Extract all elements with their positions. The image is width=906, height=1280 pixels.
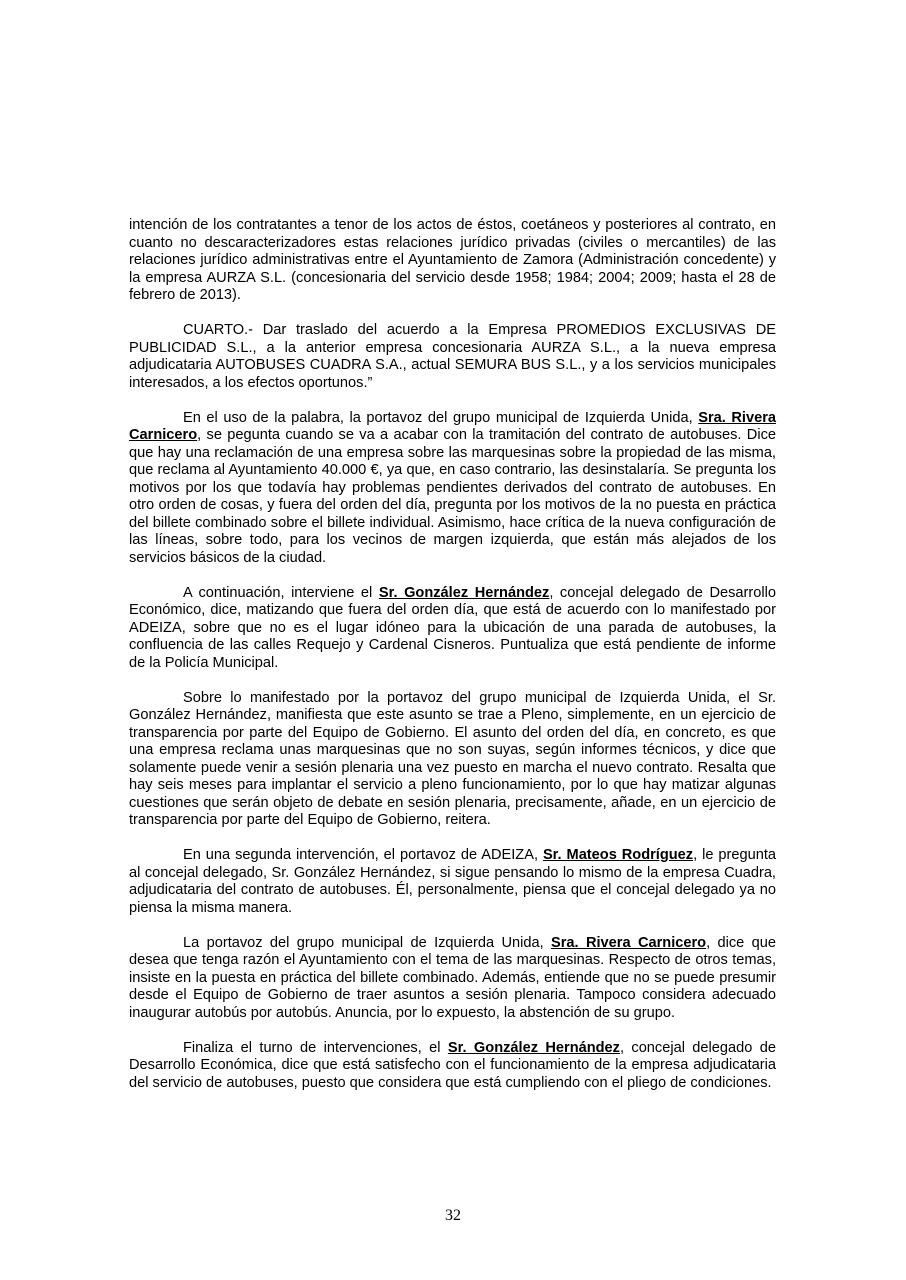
speaker-name: Sra. Rivera Carnicero [129, 409, 776, 443]
paragraph-text: En el uso de la palabra, la portavoz del grupo municipal de Izquierda Unida, [183, 409, 699, 426]
paragraph-text: En una segunda intervención, el portavoz de ADEIZA, [183, 847, 543, 863]
paragraph-text: , concejal delegado de Desarrollo Económico, dice, matizando que fuera del orden día, que está de acuerdo con lo manifestado por ADEIZA, sobre que no es el lugar idóneo para la ubicación de una parada de autobuses, la confluencia de las calles Requejo y Cardenal Cisneros. Puntualiza que está pendiente de informe de la Policía Municipal. [129, 584, 776, 671]
page-number: 32 [445, 1207, 461, 1224]
speaker-name: Sr. González Hernández [447, 1039, 620, 1056]
paragraph-text: Sobre lo manifestado por la portavoz del grupo municipal de Izquierda Unida, el Sr. González Hernández, manifiesta que este asunto se trae a Pleno, simplemente, en un ejercicio de transparencia por parte del Equipo de Gobierno. El asunto del orden del día, en concreto, es que una empresa reclama unas marquesinas que no son suyas, según informes técnicos, y dice que solamente puede venir a sesión plenaria una vez puesto en marcha el nuevo contrato. Resalta que hay seis meses para implantar el servicio a pleno funcionamiento, por lo que hay matizar algunas cuestiones que serán objeto de debate en sesión plenaria, precisamente, añade, en un ejercicio de transparencia por parte del Equipo de Gobierno, reitera. [129, 689, 776, 828]
paragraph [129, 690, 776, 830]
paragraph-text: , le pregunta al concejal delegado, Sr. González Hernández, si sigue pensando lo mismo de la empresa Cuadra, adjudicataria del contrato de autobuses. Él, personalmente, piensa que el concejal delegado ya no piensa la misma manera. [129, 847, 776, 916]
paragraph [129, 847, 776, 917]
document-body [129, 217, 776, 1110]
paragraph [129, 935, 776, 1023]
paragraph [129, 410, 776, 568]
speaker-name: Sra. Rivera Carnicero [551, 934, 707, 951]
paragraph [129, 217, 776, 305]
paragraph-text: CUARTO.- Dar traslado del acuerdo a la Empresa PROMEDIOS EXCLUSIVAS DE PUBLICIDAD S.L., a la anterior empresa concesionaria AURZA S.L., a la nueva empresa adjudicataria AUTOBUSES CUADRA S.A., actual SEMURA BUS S.L., y a los servicios municipales interesados, a los efectos oportunos.” [129, 322, 776, 391]
paragraph [129, 585, 776, 673]
speaker-name: Sr. González Hernández [378, 584, 550, 601]
paragraph-text: , se pegunta cuando se va a acabar con la tramitación del contrato de autobuses. Dice que hay una reclamación de una empresa sobre las marquesinas sobre la propiedad de las misma, que reclama al Ayuntamiento 40.000 €, ya que, en caso contrario, las desinstalaría. Se pregunta los motivos por los que todavía hay problemas pendientes derivados del contrato de autobuses. En otro orden de cosas, y fuera del orden del día, pregunta por los motivos de la no puesta en práctica del billete combinado sobre el billete individual. Asimismo, hace crítica de la nueva configuración de las líneas, sobre todo, para los vecinos de margen izquierda, que están más alejados de los servicios básicos de la ciudad. [129, 427, 776, 566]
paragraph-text: La portavoz del grupo municipal de Izquierda Unida, [183, 934, 552, 951]
paragraph-text: , dice que desea que tenga razón el Ayuntamiento con el tema de las marquesinas. Respecto de otros temas, insiste en la puesta en práctica del billete combinado. Además, entiende que no se puede presumir desde el Equipo de Gobierno de traer asuntos a sesión plenaria. Tampoco considera adecuado inaugurar autobús por autobús. Anuncia, por lo expuesto, la abstención de su grupo. [129, 934, 776, 1021]
paragraph-text: A continuación, interviene el [183, 584, 379, 601]
paragraph-text: , concejal delegado de Desarrollo Económica, dice que está satisfecho con el funcionamiento de la empresa adjudicataria del servicio de autobuses, puesto que considera que está cumpliendo con el pliego de condiciones. [129, 1039, 776, 1091]
paragraph-text: Finaliza el turno de intervenciones, el [183, 1039, 448, 1056]
paragraph [129, 1040, 776, 1093]
paragraph [129, 322, 776, 392]
speaker-name: Sr. Mateos Rodríguez [542, 847, 694, 863]
paragraph-text: intención de los contratantes a tenor de los actos de éstos, coetáneos y posteriores al contrato, en cuanto no descaracterizadores estas relaciones jurídico privadas (civiles o mercantiles) de las relaciones jurídico administrativas entre el Ayuntamiento de Zamora (Administración concedente) y la empresa AURZA S.L. (concesionaria del servicio desde 1958; 1984; 2004; 2009; hasta el 28 de febrero de 2013). [129, 217, 776, 303]
